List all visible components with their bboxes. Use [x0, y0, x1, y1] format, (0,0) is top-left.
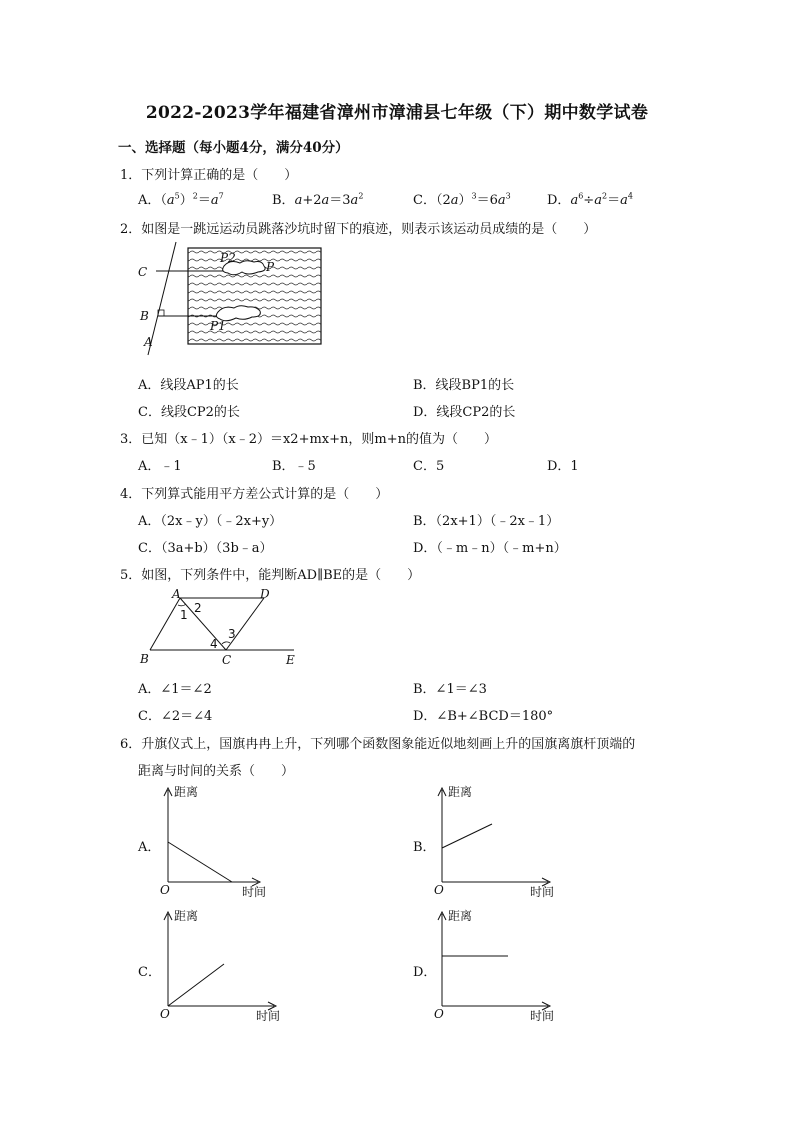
label-b: B [140, 309, 149, 323]
question-6-stem-cont: 距离与时间的关系（ ） [138, 764, 295, 779]
y-label: 距离 [448, 909, 473, 923]
label-a: A [144, 335, 153, 349]
q5-option-b[interactable]: B．∠1＝∠3 [413, 682, 487, 697]
origin-label: O [434, 1007, 444, 1021]
origin-label: O [434, 883, 444, 897]
q3-option-d[interactable]: D．1 [547, 459, 579, 474]
label-c: C [222, 653, 232, 667]
label-a: A [172, 587, 181, 601]
label-e: E [286, 653, 295, 667]
y-label: 距离 [174, 785, 199, 799]
x-label: 时间 [256, 1009, 281, 1023]
q5-option-c[interactable]: C．∠2＝∠4 [138, 709, 213, 724]
q2-option-a[interactable]: A．线段AP1的长 [138, 378, 239, 393]
y-label: 距离 [174, 909, 199, 923]
parallel-lines-figure [136, 586, 306, 670]
angle-1: 1 [180, 608, 188, 622]
label-p: P [266, 260, 275, 274]
q1-option-c[interactable]: C．$(2a)^3=6a^3$ [413, 191, 511, 208]
y-label: 距离 [448, 785, 473, 799]
graph-a [150, 782, 270, 900]
question-1-stem: 1．下列计算正确的是（ ） [120, 168, 298, 183]
angle-3: 3 [228, 627, 236, 641]
q6-option-a[interactable]: A． [138, 840, 161, 855]
q4-option-a[interactable]: A．（2x﹣y）（﹣2x+y） [138, 514, 283, 529]
label-c: C [138, 265, 148, 279]
question-6-stem: 6．升旗仪式上，国旗冉冉上升，下列哪个函数图象能近似地刻画上升的国旗离旗杆顶端的 [120, 737, 636, 752]
question-4-stem: 4．下列算式能用平方差公式计算的是（ ） [120, 487, 389, 502]
x-label: 时间 [530, 1009, 555, 1023]
q4-option-c[interactable]: C．（3a+b）（3b﹣a） [138, 541, 273, 556]
paper-title: 2022-2023学年福建省漳州市漳浦县七年级（下）期中数学试卷 [145, 103, 649, 123]
x-label: 时间 [242, 885, 267, 899]
q2-option-b[interactable]: B．线段BP1的长 [413, 378, 515, 393]
q2-option-d[interactable]: D．线段CP2的长 [413, 405, 516, 420]
q1-option-d[interactable]: D．$a^6\div a^2=a^4$ [547, 191, 633, 208]
graph-b [424, 782, 564, 900]
question-5-stem: 5．如图，下列条件中，能判断AD∥BE的是（ ） [120, 568, 421, 583]
q6-option-c[interactable]: C． [138, 965, 161, 980]
label-p1: P1 [210, 319, 226, 333]
q4-option-d[interactable]: D．（﹣m﹣n）（﹣m+n） [413, 541, 567, 556]
origin-label: O [160, 883, 170, 897]
q5-option-d[interactable]: D．∠B+∠BCD＝180° [413, 709, 554, 724]
q2-option-c[interactable]: C．线段CP2的长 [138, 405, 240, 420]
angle-2: 2 [194, 601, 202, 615]
q4-option-b[interactable]: B．（2x+1）（﹣2x﹣1） [413, 514, 560, 529]
section-heading: 一、选择题（每小题4分，满分40分） [118, 140, 349, 156]
graph-d [424, 906, 564, 1024]
q6-option-d[interactable]: D． [413, 965, 437, 980]
q3-option-c[interactable]: C．5 [413, 459, 445, 474]
label-d: D [260, 587, 270, 601]
q1-option-a[interactable]: A．$(a^5)^2=a^7$ [138, 191, 224, 208]
label-b: B [140, 652, 149, 666]
label-p2: P2 [220, 251, 236, 265]
question-2-stem: 2．如图是一跳远运动员跳落沙坑时留下的痕迹，则表示该运动员成绩的是（ ） [120, 222, 597, 237]
q3-option-a[interactable]: A．﹣1 [138, 459, 182, 474]
origin-label: O [160, 1007, 170, 1021]
q6-option-b[interactable]: B． [413, 840, 436, 855]
graph-c [150, 906, 290, 1024]
angle-4: 4 [210, 637, 218, 651]
q5-option-a[interactable]: A．∠1＝∠2 [138, 682, 212, 697]
q1-option-b[interactable]: B．$a+2a=3a^2$ [272, 191, 364, 208]
sandpit-figure [136, 240, 336, 365]
q3-option-b[interactable]: B．﹣5 [272, 459, 316, 474]
question-3-stem: 3．已知（x﹣1）（x﹣2）＝x2+mx+n，则m+n的值为（ ） [120, 432, 497, 447]
x-label: 时间 [530, 885, 555, 899]
